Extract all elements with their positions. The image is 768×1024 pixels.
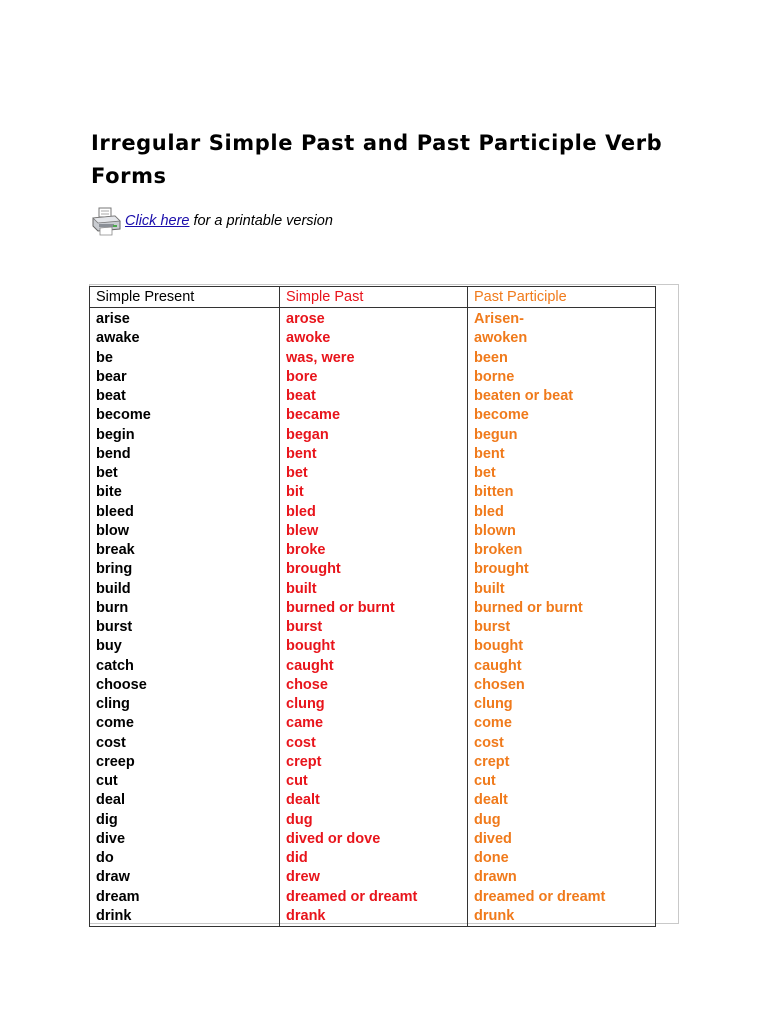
past-participle-cell: bought <box>474 638 524 655</box>
past-participle-cell: dived <box>474 830 512 847</box>
simple-past-cell: was, were <box>286 349 355 366</box>
simple-past-cell: caught <box>286 657 334 674</box>
simple-present-cell: deal <box>96 792 126 809</box>
simple-present-cell: cost <box>96 734 126 751</box>
past-participle-cell: bet <box>474 465 496 481</box>
simple-present-cell: bite <box>96 484 122 501</box>
past-participle-cell: done <box>474 850 509 866</box>
simple-past-cell: bought <box>286 638 336 655</box>
simple-present-cell: blow <box>96 522 130 539</box>
simple-past-cell: burst <box>286 619 323 635</box>
simple-past-cell: cut <box>286 773 308 789</box>
irregular-verbs-table <box>89 286 656 927</box>
simple-past-cell: burned or burnt <box>286 599 395 616</box>
past-participle-cell: Arisen- <box>474 311 524 327</box>
past-participle-cell: dug <box>474 811 501 828</box>
simple-present-cell: creep <box>96 753 135 770</box>
simple-present-cell: dream <box>96 888 140 905</box>
simple-present-cell: arise <box>96 311 130 327</box>
past-participle-cell: dealt <box>474 792 508 809</box>
header-simple-past: Simple Past <box>280 287 468 308</box>
simple-present-cell: dive <box>96 830 126 847</box>
simple-past-cell: awoke <box>286 330 331 347</box>
simple-past-cell: blew <box>286 522 319 539</box>
simple-present-cell: begin <box>96 426 135 443</box>
printable-version-link[interactable]: Click here <box>125 213 190 229</box>
past-participle-cell: become <box>474 407 529 424</box>
past-participle-cell: dreamed or dreamt <box>474 888 606 905</box>
past-participle-cell: blown <box>474 522 516 539</box>
simple-past-cell: did <box>286 850 308 866</box>
table-header-row <box>90 287 656 308</box>
simple-present-cell: catch <box>96 657 134 674</box>
header-simple-present: Simple Present <box>90 287 280 308</box>
simple-present-cell: bet <box>96 465 118 481</box>
simple-past-cell: became <box>286 407 341 424</box>
simple-past-cell: drew <box>286 869 320 886</box>
simple-present-cell: be <box>96 349 113 366</box>
simple-present-cell: bend <box>96 445 131 462</box>
past-participle-cell: caught <box>474 657 522 674</box>
simple-past-cell: clung <box>286 696 325 712</box>
simple-present-cell: become <box>96 407 151 424</box>
past-participle-cell: cost <box>474 734 504 751</box>
past-participle-cell: crept <box>474 753 510 770</box>
simple-present-cell: bring <box>96 561 133 578</box>
simple-present-cell: break <box>96 542 135 558</box>
simple-present-cell: cut <box>96 773 118 789</box>
simple-past-cell: came <box>286 715 324 732</box>
simple-past-cell: bled <box>286 503 316 520</box>
simple-present-cell: burst <box>96 619 133 635</box>
simple-past-cell: drank <box>286 907 326 924</box>
simple-present-cell: dig <box>96 811 118 828</box>
past-participle-cell: come <box>474 715 512 732</box>
simple-present-cell: bear <box>96 368 127 385</box>
simple-present-cell: beat <box>96 388 126 404</box>
past-participle-cell: burned or burnt <box>474 599 583 616</box>
past-participle-cell: awoken <box>474 330 528 347</box>
simple-present-cell: bleed <box>96 503 134 520</box>
simple-past-cell: dealt <box>286 792 320 809</box>
simple-present-cell: cling <box>96 696 130 712</box>
past-participle-cell: drawn <box>474 869 517 886</box>
past-participle-cell: clung <box>474 696 513 712</box>
past-participle-cell: built <box>474 580 505 597</box>
simple-past-cell: beat <box>286 388 316 404</box>
simple-past-cell: arose <box>286 311 325 327</box>
simple-past-cell: built <box>286 580 317 597</box>
simple-past-cell: began <box>286 426 329 443</box>
simple-past-cell: brought <box>286 561 341 578</box>
simple-past-cell: bore <box>286 368 318 385</box>
simple-present-cell: come <box>96 715 134 732</box>
past-participle-cell: burst <box>474 619 511 635</box>
simple-present-cell: choose <box>96 676 147 693</box>
simple-past-cell: bet <box>286 465 308 481</box>
printer-icon[interactable] <box>90 206 122 236</box>
simple-past-cell: crept <box>286 753 322 770</box>
past-participle-cell: drunk <box>474 907 515 924</box>
past-participle-cell: begun <box>474 426 518 443</box>
page-title: Irregular Simple Past and Past Participle Verb Forms <box>91 131 663 188</box>
past-participle-cell: bled <box>474 503 504 520</box>
simple-present-cell: awake <box>96 330 140 347</box>
simple-present-cell: burn <box>96 599 129 616</box>
simple-present-cell: build <box>96 580 131 597</box>
simple-past-cell: dived or dove <box>286 830 381 847</box>
simple-past-cell: chose <box>286 676 328 693</box>
simple-past-cell: broke <box>286 542 326 558</box>
simple-present-cell: drink <box>96 907 132 924</box>
past-participle-cell: broken <box>474 542 523 558</box>
simple-present-column <box>90 308 280 927</box>
past-participle-cell: beaten or beat <box>474 388 574 404</box>
past-participle-cell: chosen <box>474 676 525 693</box>
simple-past-cell: dreamed or dreamt <box>286 888 418 905</box>
simple-present-cell: draw <box>96 869 130 886</box>
past-participle-cell: bitten <box>474 484 514 501</box>
simple-past-cell: cost <box>286 734 316 751</box>
header-past-participle: Past Participle <box>468 287 656 308</box>
past-participle-cell: borne <box>474 368 515 385</box>
past-participle-cell: been <box>474 349 508 366</box>
simple-past-cell: bent <box>286 445 317 462</box>
printable-version-text: for a printable version <box>193 213 333 229</box>
simple-past-cell: bit <box>286 484 304 501</box>
past-participle-column <box>468 308 656 927</box>
simple-present-cell: buy <box>96 638 122 655</box>
simple-past-column <box>280 308 468 927</box>
past-participle-cell: brought <box>474 561 529 578</box>
table-body-row <box>90 308 656 927</box>
simple-past-cell: dug <box>286 811 313 828</box>
past-participle-cell: cut <box>474 773 496 789</box>
printable-version-line <box>90 206 333 236</box>
simple-present-cell: do <box>96 850 114 866</box>
past-participle-cell: bent <box>474 445 505 462</box>
